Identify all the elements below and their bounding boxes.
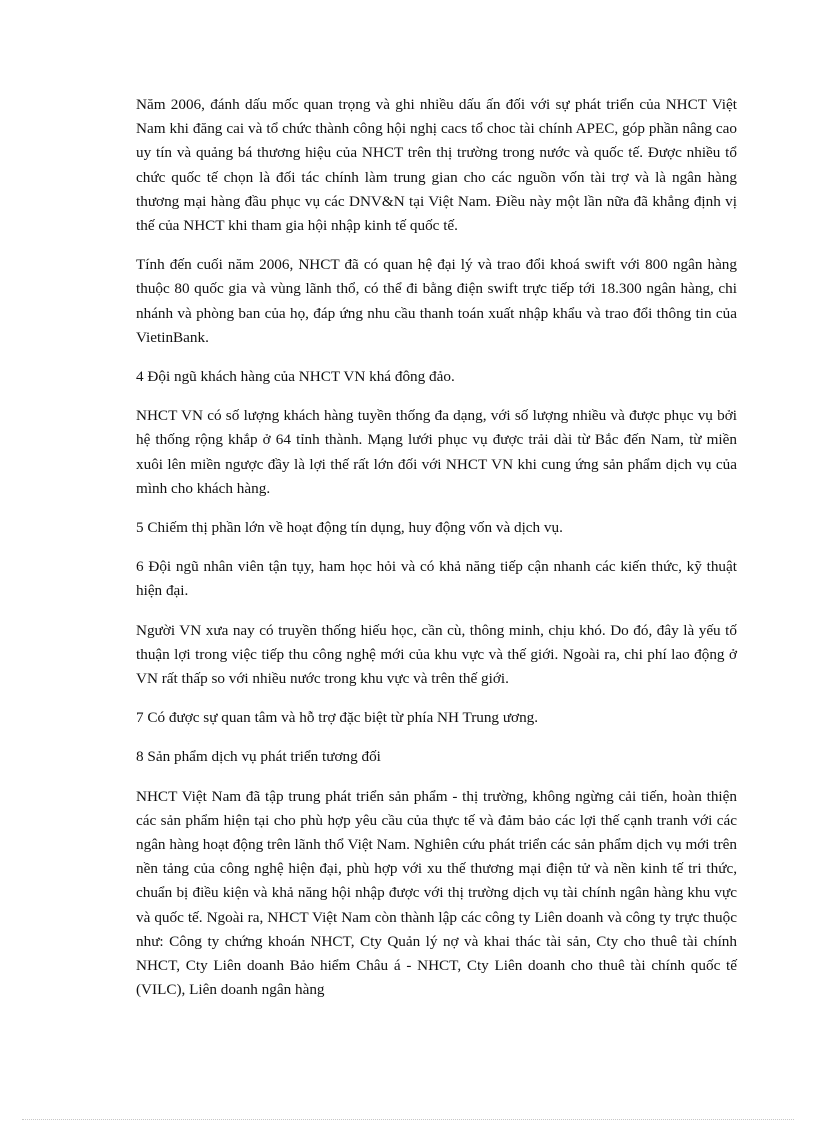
paragraph-item-5-heading: 5 Chiếm thị phần lớn về hoạt động tín dụng, huy động vốn và dịch vụ. [136,519,563,537]
document-page [136,93,737,1018]
paragraph-item-7-heading: 7 Có được sự quan tâm và hỗ trợ đặc biệt từ phía NH Trung ương. [136,709,539,727]
paragraph-customer-network: NHCT VN có số lượng khách hàng tuyền thống đa dạng, với số lượng nhiều và được phục vụ bởi hệ thống rộng khắp ở 64 tỉnh thành. Mạng lưới phục vụ được trải dài từ Bắc đến Nam, từ miền xuôi lên miền ngược đầy là lợi thế rất lớn đối với NHCT VN khi cung ứng sản phẩm dịch vụ của mình cho khách hàng. [136,407,737,497]
paragraph-workforce: Người VN xưa nay có truyền thống hiếu học, cần cù, thông minh, chịu khó. Do đó, đây là yếu tố thuận lợi trong việc tiếp thu công nghệ mới của khu vực và thế giới. Ngoài ra, chi phí lao động ở VN rất thấp so với nhiều nước trong khu vực và trên thế giới. [136,621,737,688]
paragraph-products-services: NHCT Việt Nam đã tập trung phát triển sản phẩm - thị trường, không ngừng cải tiến, hoàn thiện các sản phẩm hiện tại cho phù hợp yêu cầu của thực tế và đảm bảo các lợi thế cạnh tranh với các ngân hàng hoạt động trên lãnh thổ Việt Nam. Nghiên cứu phát triển các sản phẩm dịch vụ mới trên nền tảng của công nghệ hiện đại, phù hợp với xu thế thương mại điện tử và nền kinh tế tri thức, chuẩn bị điều kiện và khả năng hội nhập được với thị trường dịch vụ tài chính ngân hàng khu vực và quốc tế. Ngoài ra, NHCT Việt Nam còn thành lập các công ty Liên doanh và công ty trực thuộc như: Công ty chứng khoán NHCT, Cty Quản lý nợ và khai thác tài sản, Cty cho thuê tài chính NHCT, Cty Liên doanh Bảo hiểm Châu á - NHCT, Cty Liên doanh cho thuê tài chính quốc tế (VILC), Liên doanh ngân hàng [136,787,737,999]
paragraph-item-4-heading: 4 Đội ngũ khách hàng của NHCT VN khá đông đảo. [136,368,455,386]
paragraph-item-8-heading: 8 Sản phẩm dịch vụ phát triển tương đối [136,748,381,766]
paragraph-swift-relations: Tính đến cuối năm 2006, NHCT đã có quan hệ đại lý và trao đổi khoá swift với 800 ngân hàng thuộc 80 quốc gia và vùng lãnh thổ, có thể đi bằng điện swift trực tiếp tới 18.300 ngân hàng, chi nhánh và phòng ban của họ, đáp ứng nhu cầu thanh toán xuất nhập khẩu và trao đổi thông tin của VietinBank. [136,256,737,346]
paragraph-item-6-heading: 6 Đội ngũ nhân viên tận tụy, ham học hỏi và có khả năng tiếp cận nhanh các kiến thức, kỹ thuật hiện đại. [136,558,737,600]
page-bottom-border [22,1119,794,1120]
paragraph-apec-2006: Năm 2006, đánh dấu mốc quan trọng và ghi nhiều dấu ấn đối với sự phát triển của NHCT Việt Nam khi đăng cai và tổ chức thành công hội nghị cacs tổ choc tài chính APEC, góp phần nâng cao uy tín và quảng bá thương hiệu của NHCT trên thị trường trong nước và quốc tế. Được nhiều tổ chức quốc tế chọn là đối tác chính làm trung gian cho các nguồn vốn tài trợ và là ngân hàng thương mại hàng đầu phục vụ các DNV&N tại Việt Nam. Điều này một lần nữa đã khẳng định vị thế của NHCT khi tham gia hội nhập kinh tế quốc tế. [136,96,737,235]
